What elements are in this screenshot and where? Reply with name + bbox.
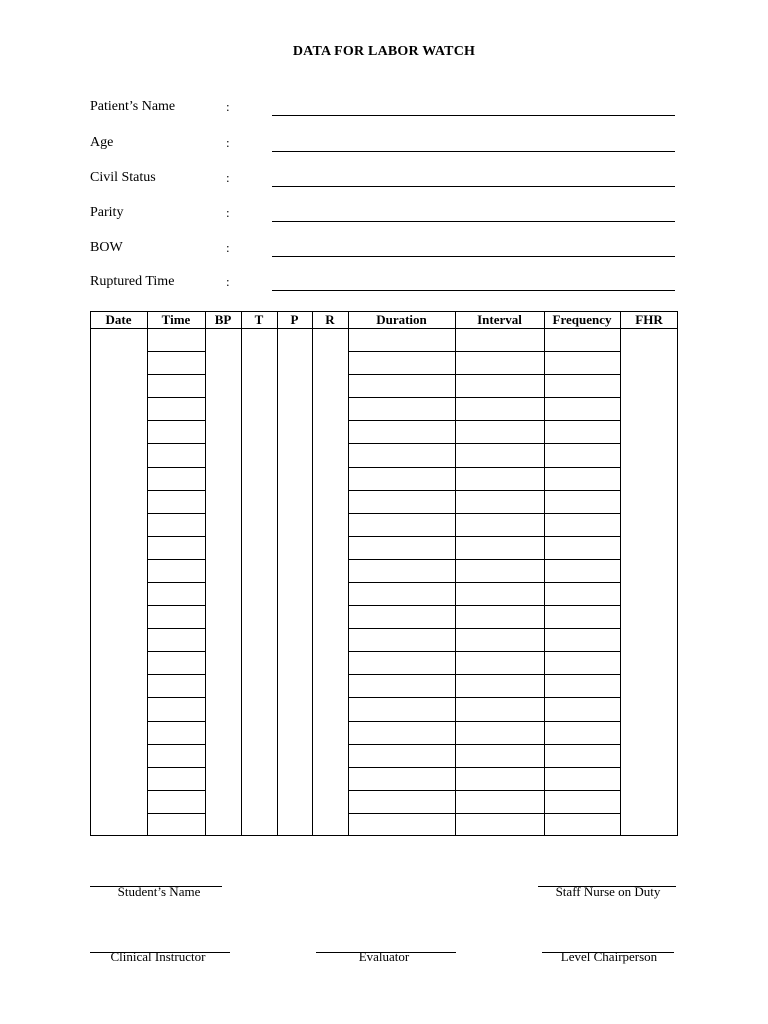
table-row-line — [147, 697, 205, 698]
table-row-line — [348, 536, 620, 537]
age-field — [90, 135, 680, 157]
table-row-line — [147, 467, 205, 468]
table-row-line — [348, 721, 620, 722]
column-divider — [277, 311, 278, 836]
table-row-line — [348, 697, 620, 698]
table-row-line — [147, 674, 205, 675]
document-title: DATA FOR LABOR WATCH — [292, 44, 476, 59]
field-label: Civil Status — [90, 170, 156, 185]
table-row-line — [348, 397, 620, 398]
field-colon: : — [226, 205, 230, 220]
header-time: Time — [161, 312, 191, 327]
table-row-line — [348, 790, 620, 791]
table-row-line — [147, 351, 205, 352]
field-label: Patient’s Name — [90, 99, 176, 114]
ruptured-time-field — [90, 274, 680, 296]
table-row-line — [147, 582, 205, 583]
table-row-line — [348, 582, 620, 583]
header-duration: Duration — [376, 312, 427, 327]
patient-name-blank[interactable] — [272, 115, 675, 116]
header-frequency: Frequency — [552, 312, 612, 327]
evaluator-label: Evaluator — [358, 949, 410, 964]
header-interval: Interval — [477, 312, 522, 327]
bow-blank[interactable] — [272, 256, 675, 257]
field-colon: : — [226, 240, 230, 255]
column-divider — [241, 311, 242, 836]
patient-name-field — [90, 99, 680, 121]
table-row-line — [348, 813, 620, 814]
parity-field — [90, 205, 680, 227]
table-row-line — [348, 443, 620, 444]
table-row-line — [147, 744, 205, 745]
table-row-line — [147, 813, 205, 814]
students-name-label: Student’s Name — [117, 884, 201, 899]
table-row-line — [147, 513, 205, 514]
field-label: Parity — [90, 205, 124, 220]
table-row-line — [147, 721, 205, 722]
table-row-line — [348, 744, 620, 745]
parity-blank[interactable] — [272, 221, 675, 222]
column-divider — [544, 311, 545, 836]
header-r: R — [325, 312, 335, 327]
table-row-line — [147, 605, 205, 606]
column-divider — [147, 311, 148, 836]
table-row-line — [348, 767, 620, 768]
table-row-line — [147, 443, 205, 444]
field-label: Ruptured Time — [90, 274, 175, 289]
header-bp: BP — [214, 312, 232, 327]
field-colon: : — [226, 170, 230, 185]
staff-nurse-label: Staff Nurse on Duty — [555, 884, 661, 899]
table-row-line — [348, 605, 620, 606]
table-row-line — [147, 767, 205, 768]
field-colon: : — [226, 274, 230, 289]
table-row-line — [147, 559, 205, 560]
table-row-line — [348, 651, 620, 652]
table-row-line — [147, 651, 205, 652]
header-fhr: FHR — [635, 312, 663, 327]
table-row-line — [147, 420, 205, 421]
table-row-line — [348, 351, 620, 352]
bow-field — [90, 240, 680, 262]
table-row-line — [348, 420, 620, 421]
table-row-line — [348, 628, 620, 629]
table-row-line — [147, 374, 205, 375]
table-row-line — [348, 513, 620, 514]
header-date: Date — [105, 312, 132, 327]
field-label: BOW — [90, 240, 123, 255]
table-row-line — [348, 467, 620, 468]
table-row-line — [147, 536, 205, 537]
level-chairperson-label: Level Chairperson — [560, 949, 658, 964]
table-row-line — [348, 559, 620, 560]
header-p: P — [290, 312, 299, 327]
clinical-instructor-label: Clinical Instructor — [110, 949, 206, 964]
table-row-line — [147, 790, 205, 791]
civil-status-field — [90, 170, 680, 192]
table-row-line — [147, 628, 205, 629]
age-blank[interactable] — [272, 151, 675, 152]
column-divider — [620, 311, 621, 836]
civil-status-blank[interactable] — [272, 186, 675, 187]
column-divider — [348, 311, 349, 836]
column-divider — [455, 311, 456, 836]
table-row-line — [348, 674, 620, 675]
table-row-line — [348, 490, 620, 491]
column-divider — [312, 311, 313, 836]
header-t: T — [254, 312, 264, 327]
field-colon: : — [226, 99, 230, 114]
table-row-line — [147, 397, 205, 398]
labor-watch-table — [90, 311, 678, 836]
table-row-line — [348, 374, 620, 375]
column-divider — [205, 311, 206, 836]
field-label: Age — [90, 135, 114, 150]
header-divider — [90, 328, 678, 329]
table-border — [90, 311, 678, 836]
table-row-line — [147, 490, 205, 491]
field-colon: : — [226, 135, 230, 150]
ruptured-time-blank[interactable] — [272, 290, 675, 291]
